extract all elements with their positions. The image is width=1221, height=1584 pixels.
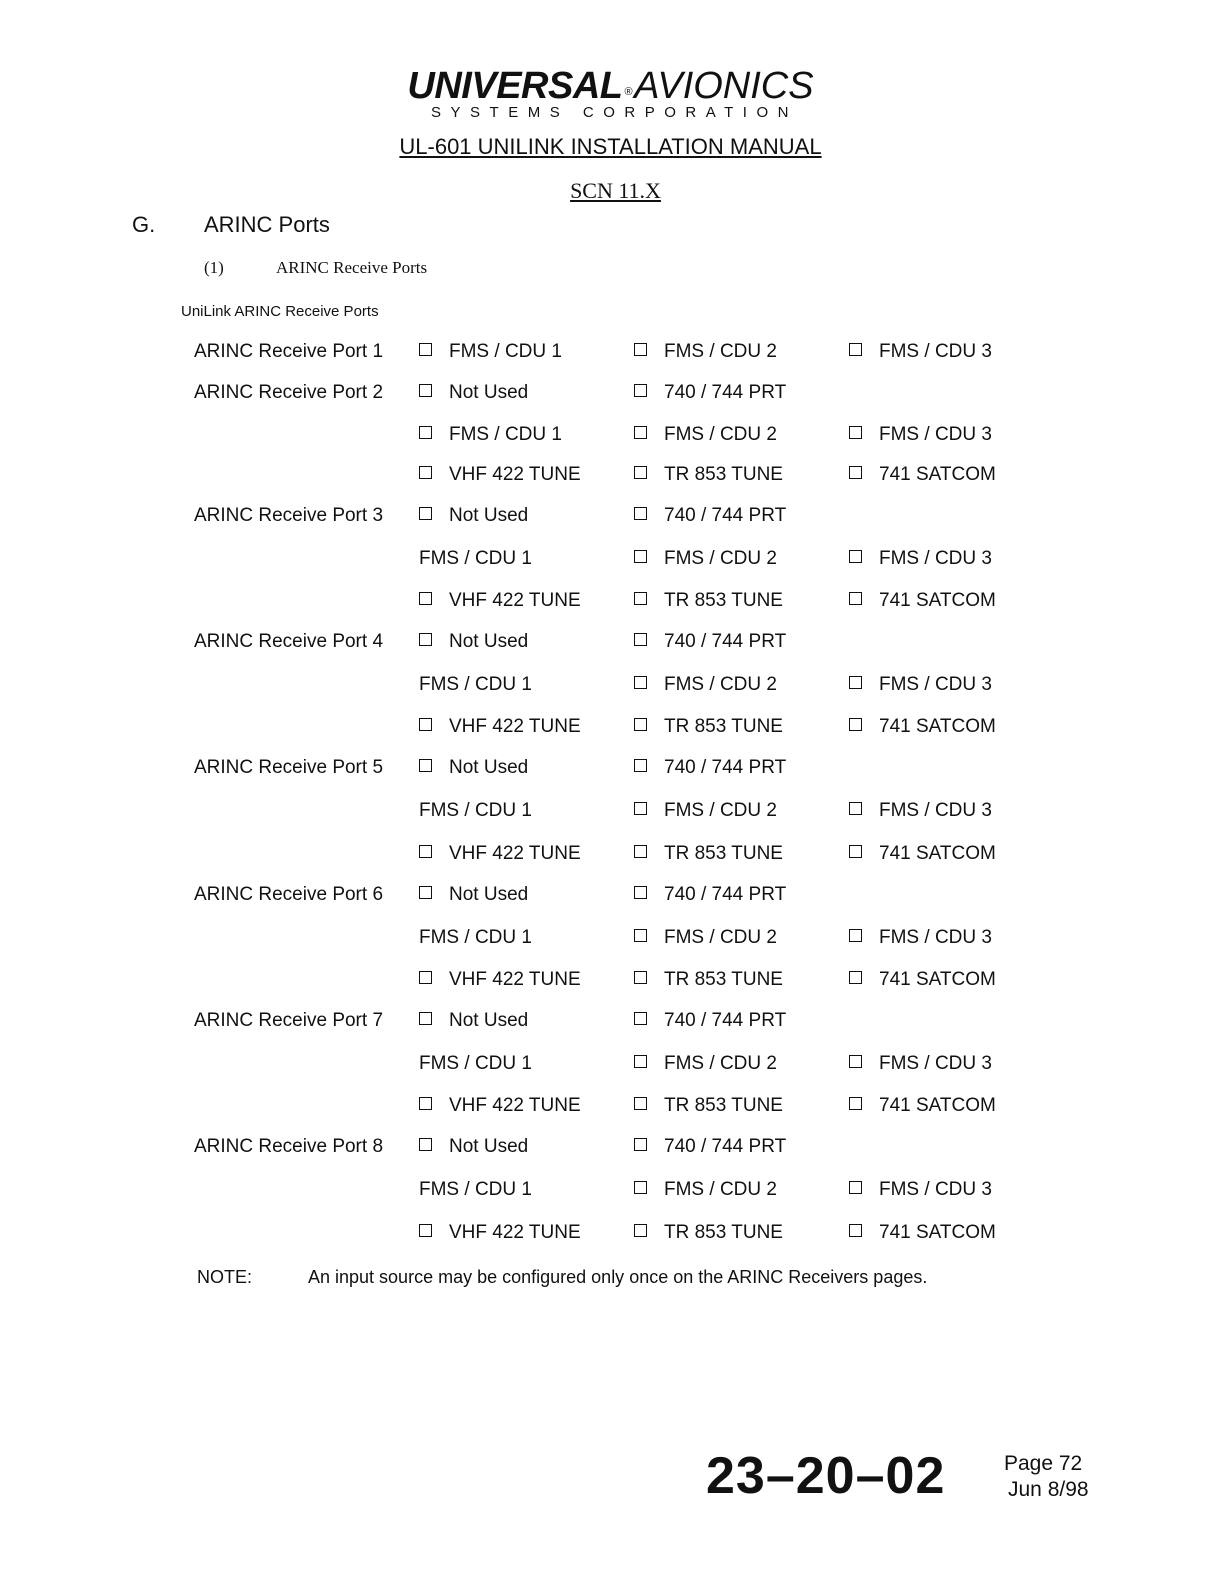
option-label: TR 853 TUNE bbox=[664, 1095, 783, 1116]
manual-title: UL-601 UNILINK INSTALLATION MANUAL bbox=[399, 134, 822, 159]
table-row bbox=[0, 757, 1221, 783]
option-cell[interactable] bbox=[634, 590, 783, 612]
note-label: NOTE: bbox=[197, 1267, 253, 1287]
option-cell[interactable] bbox=[849, 927, 992, 949]
checkbox-empty-icon[interactable] bbox=[634, 550, 647, 563]
checkbox-empty-icon[interactable] bbox=[634, 1224, 647, 1237]
subsection-title: ARINC Receive Ports bbox=[276, 258, 428, 277]
option-cell[interactable] bbox=[634, 969, 783, 991]
subsection-number: (1) bbox=[204, 258, 224, 277]
table-row bbox=[0, 424, 1221, 450]
option-label: FMS / CDU 3 bbox=[879, 927, 992, 948]
option-label: FMS / CDU 2 bbox=[664, 1053, 777, 1074]
option-cell[interactable] bbox=[849, 1179, 992, 1201]
option-label: Not Used bbox=[449, 505, 529, 526]
option-cell[interactable] bbox=[634, 716, 783, 738]
checkbox-empty-icon[interactable] bbox=[634, 1138, 647, 1151]
table-row bbox=[0, 716, 1221, 742]
port-label: ARINC Receive Port 3 bbox=[194, 505, 384, 526]
option-cell[interactable] bbox=[419, 757, 528, 779]
checkbox-empty-icon[interactable] bbox=[849, 550, 862, 563]
option-cell[interactable] bbox=[634, 382, 786, 404]
checkbox-empty-icon[interactable] bbox=[419, 466, 432, 479]
checkbox-empty-icon[interactable] bbox=[634, 929, 647, 942]
option-label: FMS / CDU 1 bbox=[419, 1179, 532, 1200]
option-label: Not Used bbox=[449, 884, 529, 905]
option-label: 740 / 744 PRT bbox=[664, 631, 787, 652]
option-cell[interactable] bbox=[634, 757, 786, 779]
option-label: VHF 422 TUNE bbox=[449, 969, 581, 990]
checkbox-empty-icon[interactable] bbox=[634, 1055, 647, 1068]
option-label: 740 / 744 PRT bbox=[664, 1010, 787, 1031]
checkbox-empty-icon[interactable] bbox=[634, 759, 647, 772]
option-cell[interactable] bbox=[634, 341, 777, 363]
option-label: TR 853 TUNE bbox=[664, 464, 783, 485]
option-cell[interactable] bbox=[849, 341, 992, 363]
option-label: 740 / 744 PRT bbox=[664, 382, 787, 403]
checkbox-empty-icon[interactable] bbox=[634, 802, 647, 815]
section-title: ARINC Ports bbox=[204, 212, 330, 237]
option-cell bbox=[419, 1179, 532, 1201]
option-cell[interactable] bbox=[634, 464, 783, 486]
option-cell[interactable] bbox=[419, 969, 581, 991]
table-row bbox=[0, 969, 1221, 995]
option-cell[interactable] bbox=[634, 1053, 777, 1075]
table-row bbox=[0, 843, 1221, 869]
option-label: 741 SATCOM bbox=[879, 1222, 996, 1243]
checkbox-empty-icon[interactable] bbox=[634, 466, 647, 479]
option-label: 740 / 744 PRT bbox=[664, 1136, 787, 1157]
option-cell[interactable] bbox=[849, 548, 992, 570]
option-label: TR 853 TUNE bbox=[664, 843, 783, 864]
option-label: FMS / CDU 1 bbox=[419, 800, 532, 821]
checkbox-empty-icon[interactable] bbox=[634, 343, 647, 356]
option-cell[interactable] bbox=[419, 1222, 581, 1244]
checkbox-empty-icon[interactable] bbox=[849, 1181, 862, 1194]
option-cell[interactable] bbox=[634, 505, 786, 527]
option-cell bbox=[419, 1053, 532, 1075]
option-cell[interactable] bbox=[849, 590, 996, 612]
option-cell[interactable] bbox=[634, 1222, 783, 1244]
checkbox-empty-icon[interactable] bbox=[634, 592, 647, 605]
table-row bbox=[0, 382, 1221, 408]
option-label: 740 / 744 PRT bbox=[664, 757, 787, 778]
port-label: ARINC Receive Port 5 bbox=[194, 757, 384, 778]
option-cell bbox=[419, 800, 532, 822]
checkbox-empty-icon[interactable] bbox=[419, 343, 432, 356]
option-label: FMS / CDU 1 bbox=[449, 424, 562, 445]
port-label: ARINC Receive Port 8 bbox=[194, 1136, 384, 1157]
checkbox-empty-icon[interactable] bbox=[419, 426, 432, 439]
option-cell[interactable] bbox=[419, 382, 528, 404]
note-text: An input source may be configured only once on the ARINC Receivers pages. bbox=[308, 1267, 928, 1287]
option-label: VHF 422 TUNE bbox=[449, 1095, 581, 1116]
option-cell[interactable] bbox=[634, 800, 777, 822]
checkbox-empty-icon[interactable] bbox=[849, 845, 862, 858]
option-cell[interactable] bbox=[634, 1095, 783, 1117]
option-label: VHF 422 TUNE bbox=[449, 716, 581, 737]
option-cell[interactable] bbox=[634, 1179, 777, 1201]
option-cell[interactable] bbox=[634, 1136, 786, 1158]
port-label: ARINC Receive Port 4 bbox=[194, 631, 384, 652]
checkbox-empty-icon[interactable] bbox=[849, 971, 862, 984]
option-cell[interactable] bbox=[849, 969, 996, 991]
option-label: FMS / CDU 2 bbox=[664, 927, 777, 948]
table-row bbox=[0, 631, 1221, 657]
checkbox-empty-icon[interactable] bbox=[419, 845, 432, 858]
table-row bbox=[0, 1179, 1221, 1205]
option-cell[interactable] bbox=[849, 1053, 992, 1075]
table-row bbox=[0, 548, 1221, 574]
option-cell[interactable] bbox=[419, 590, 581, 612]
option-label: FMS / CDU 2 bbox=[664, 548, 777, 569]
checkbox-empty-icon[interactable] bbox=[419, 633, 432, 646]
option-cell[interactable] bbox=[419, 424, 562, 446]
checkbox-empty-icon[interactable] bbox=[634, 1012, 647, 1025]
option-label: FMS / CDU 3 bbox=[879, 674, 992, 695]
checkbox-empty-icon[interactable] bbox=[634, 676, 647, 689]
checkbox-empty-icon[interactable] bbox=[419, 971, 432, 984]
table-row bbox=[0, 590, 1221, 616]
option-label: FMS / CDU 3 bbox=[879, 800, 992, 821]
option-label: FMS / CDU 2 bbox=[664, 1179, 777, 1200]
checkbox-empty-icon[interactable] bbox=[419, 1224, 432, 1237]
checkbox-empty-icon[interactable] bbox=[634, 718, 647, 731]
checkbox-empty-icon[interactable] bbox=[419, 718, 432, 731]
checkbox-empty-icon[interactable] bbox=[849, 426, 862, 439]
option-label: TR 853 TUNE bbox=[664, 969, 783, 990]
table-row bbox=[0, 464, 1221, 490]
logo-registered-mark: ® bbox=[624, 86, 633, 98]
checkbox-empty-icon[interactable] bbox=[419, 759, 432, 772]
option-label: TR 853 TUNE bbox=[664, 1222, 783, 1243]
option-cell[interactable] bbox=[419, 1095, 581, 1117]
option-cell[interactable] bbox=[849, 464, 996, 486]
table-row bbox=[0, 884, 1221, 910]
table-row bbox=[0, 1095, 1221, 1121]
option-cell[interactable] bbox=[419, 631, 528, 653]
checkbox-empty-icon[interactable] bbox=[849, 466, 862, 479]
option-label: VHF 422 TUNE bbox=[449, 590, 581, 611]
option-cell bbox=[419, 927, 532, 949]
option-label: Not Used bbox=[449, 1136, 529, 1157]
checkbox-empty-icon[interactable] bbox=[634, 507, 647, 520]
option-label: Not Used bbox=[449, 382, 529, 403]
option-label: FMS / CDU 1 bbox=[419, 674, 532, 695]
option-label: 741 SATCOM bbox=[879, 716, 996, 737]
page-number: Page 72 bbox=[1004, 1452, 1083, 1475]
checkbox-empty-icon[interactable] bbox=[849, 929, 862, 942]
document-code: 23–20–02 bbox=[706, 1447, 946, 1505]
checkbox-empty-icon[interactable] bbox=[634, 1181, 647, 1194]
option-label: 741 SATCOM bbox=[879, 969, 996, 990]
option-label: FMS / CDU 1 bbox=[419, 927, 532, 948]
checkbox-empty-icon[interactable] bbox=[634, 633, 647, 646]
logo-subtitle: SYSTEMS CORPORATION bbox=[431, 104, 798, 121]
table-row bbox=[0, 800, 1221, 826]
checkbox-empty-icon[interactable] bbox=[634, 971, 647, 984]
checkbox-empty-icon[interactable] bbox=[849, 343, 862, 356]
checkbox-empty-icon[interactable] bbox=[419, 1012, 432, 1025]
option-label: TR 853 TUNE bbox=[664, 590, 783, 611]
table-row bbox=[0, 1136, 1221, 1162]
option-cell bbox=[419, 674, 532, 696]
option-label: FMS / CDU 3 bbox=[879, 1053, 992, 1074]
option-label: 741 SATCOM bbox=[879, 1095, 996, 1116]
table-row bbox=[0, 674, 1221, 700]
table-row bbox=[0, 505, 1221, 531]
option-cell[interactable] bbox=[419, 716, 581, 738]
option-label: FMS / CDU 2 bbox=[664, 424, 777, 445]
option-label: VHF 422 TUNE bbox=[449, 1222, 581, 1243]
option-cell[interactable] bbox=[849, 1222, 996, 1244]
option-cell[interactable] bbox=[634, 843, 783, 865]
option-label: FMS / CDU 1 bbox=[449, 341, 562, 362]
checkbox-empty-icon[interactable] bbox=[634, 384, 647, 397]
port-label: ARINC Receive Port 7 bbox=[194, 1010, 384, 1031]
option-label: FMS / CDU 1 bbox=[419, 1053, 532, 1074]
option-label: TR 853 TUNE bbox=[664, 716, 783, 737]
checkbox-empty-icon[interactable] bbox=[419, 1138, 432, 1151]
option-cell bbox=[419, 548, 532, 570]
checkbox-empty-icon[interactable] bbox=[849, 1055, 862, 1068]
checkbox-empty-icon[interactable] bbox=[419, 384, 432, 397]
option-label: VHF 422 TUNE bbox=[449, 843, 581, 864]
option-cell[interactable] bbox=[849, 1095, 996, 1117]
table-row bbox=[0, 1222, 1221, 1248]
page-date: Jun 8/98 bbox=[1008, 1478, 1089, 1501]
option-cell[interactable] bbox=[419, 464, 581, 486]
table-row bbox=[0, 1053, 1221, 1079]
checkbox-empty-icon[interactable] bbox=[419, 886, 432, 899]
option-cell[interactable] bbox=[419, 505, 528, 527]
port-label: ARINC Receive Port 2 bbox=[194, 382, 384, 403]
option-label: FMS / CDU 3 bbox=[879, 341, 992, 362]
table-caption: UniLink ARINC Receive Ports bbox=[181, 303, 379, 320]
checkbox-empty-icon[interactable] bbox=[634, 886, 647, 899]
option-label: FMS / CDU 3 bbox=[879, 424, 992, 445]
option-label: FMS / CDU 3 bbox=[879, 1179, 992, 1200]
checkbox-empty-icon[interactable] bbox=[849, 592, 862, 605]
logo-brand: UNIVERSAL bbox=[407, 65, 623, 107]
checkbox-empty-icon[interactable] bbox=[849, 1097, 862, 1110]
option-label: 741 SATCOM bbox=[879, 464, 996, 485]
checkbox-empty-icon[interactable] bbox=[849, 676, 862, 689]
option-cell[interactable] bbox=[419, 1136, 528, 1158]
checkbox-empty-icon[interactable] bbox=[849, 802, 862, 815]
option-label: FMS / CDU 2 bbox=[664, 341, 777, 362]
option-cell[interactable] bbox=[634, 424, 777, 446]
option-cell[interactable] bbox=[419, 1010, 528, 1032]
option-label: VHF 422 TUNE bbox=[449, 464, 581, 485]
checkbox-empty-icon[interactable] bbox=[419, 592, 432, 605]
option-label: FMS / CDU 3 bbox=[879, 548, 992, 569]
checkbox-empty-icon[interactable] bbox=[419, 1097, 432, 1110]
table-row bbox=[0, 927, 1221, 953]
option-label: FMS / CDU 1 bbox=[419, 548, 532, 569]
option-cell[interactable] bbox=[849, 716, 996, 738]
port-label: ARINC Receive Port 6 bbox=[194, 884, 384, 905]
checkbox-empty-icon[interactable] bbox=[634, 1097, 647, 1110]
port-label: ARINC Receive Port 1 bbox=[194, 341, 384, 362]
option-cell[interactable] bbox=[634, 631, 786, 653]
option-cell[interactable] bbox=[634, 1010, 786, 1032]
checkbox-empty-icon[interactable] bbox=[634, 426, 647, 439]
option-cell[interactable] bbox=[634, 674, 777, 696]
option-cell[interactable] bbox=[634, 884, 786, 906]
checkbox-empty-icon[interactable] bbox=[634, 845, 647, 858]
table-row bbox=[0, 341, 1221, 367]
section-letter: G. bbox=[132, 212, 156, 237]
option-cell[interactable] bbox=[849, 800, 992, 822]
option-label: 740 / 744 PRT bbox=[664, 884, 787, 905]
option-label: 741 SATCOM bbox=[879, 843, 996, 864]
option-label: Not Used bbox=[449, 631, 529, 652]
option-cell[interactable] bbox=[419, 843, 581, 865]
scn-label: SCN 11.X bbox=[570, 178, 661, 203]
option-label: 740 / 744 PRT bbox=[664, 505, 787, 526]
option-cell[interactable] bbox=[634, 548, 777, 570]
option-cell[interactable] bbox=[419, 884, 528, 906]
option-label: 741 SATCOM bbox=[879, 590, 996, 611]
option-label: Not Used bbox=[449, 757, 529, 778]
option-cell[interactable] bbox=[849, 843, 996, 865]
checkbox-empty-icon[interactable] bbox=[419, 507, 432, 520]
option-cell[interactable] bbox=[419, 341, 562, 363]
option-cell[interactable] bbox=[849, 424, 992, 446]
option-label: Not Used bbox=[449, 1010, 529, 1031]
logo-wordmark bbox=[0, 66, 1221, 106]
checkbox-empty-icon[interactable] bbox=[849, 1224, 862, 1237]
option-cell[interactable] bbox=[849, 674, 992, 696]
option-label: FMS / CDU 2 bbox=[664, 674, 777, 695]
logo-brand-second: AVIONICS bbox=[634, 65, 814, 107]
option-label: FMS / CDU 2 bbox=[664, 800, 777, 821]
checkbox-empty-icon[interactable] bbox=[849, 718, 862, 731]
table-row bbox=[0, 1010, 1221, 1036]
option-cell[interactable] bbox=[634, 927, 777, 949]
company-logo bbox=[0, 66, 1221, 121]
